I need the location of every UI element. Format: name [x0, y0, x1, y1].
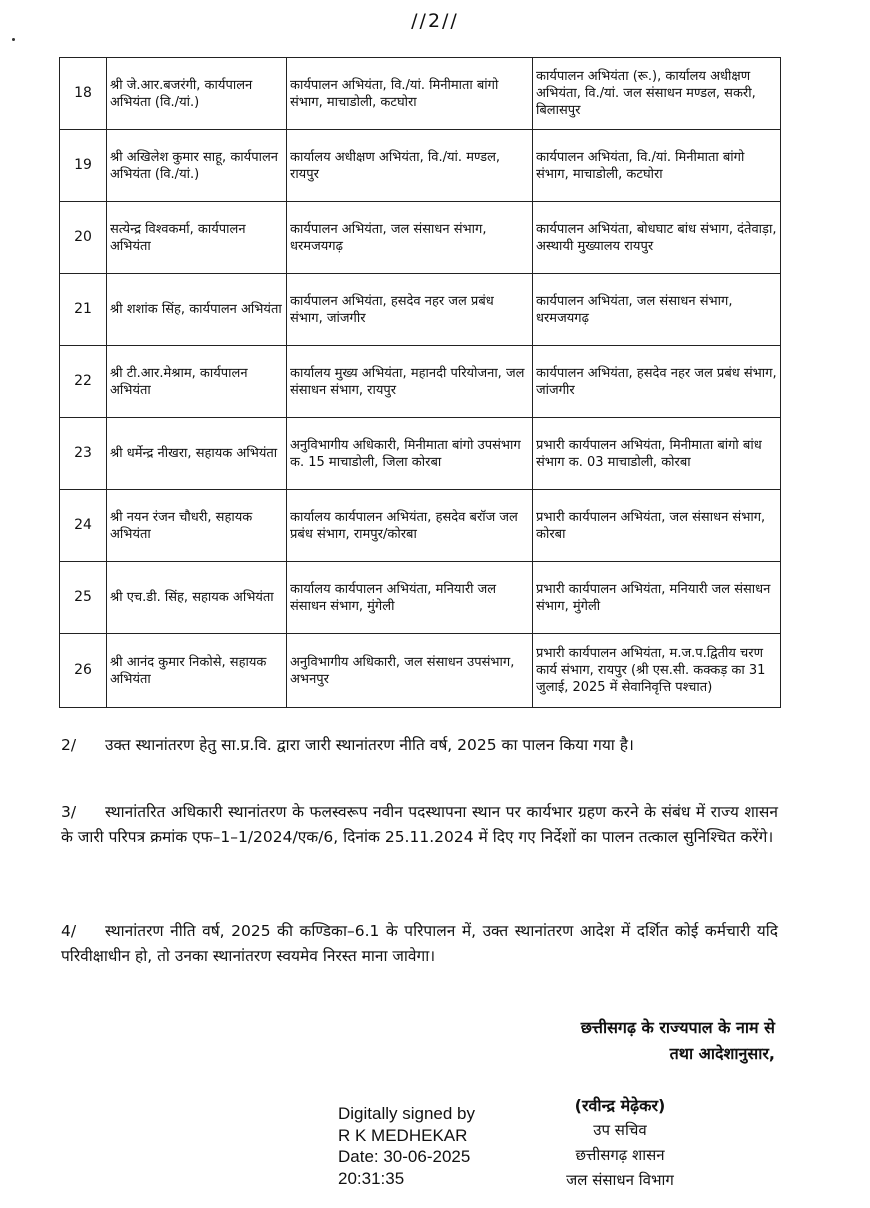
table-row — [60, 490, 781, 562]
current-posting: कार्यपालन अभियंता, वि./यां. मिनीमाता बांगो संभाग, माचाडोली, कटघोरा — [287, 58, 533, 130]
serial-number: 24 — [60, 490, 107, 562]
signature-date: Date: 30-06-2025 — [338, 1147, 471, 1166]
serial-number: 23 — [60, 418, 107, 490]
paragraph-3 — [61, 800, 778, 850]
current-posting: कार्यपालन अभियंता, जल संसाधन संभाग, धरमजयगढ़ — [287, 202, 533, 274]
signer-name: R K MEDHEKAR — [338, 1125, 468, 1145]
new-posting: प्रभारी कार्यपालन अभियंता, जल संसाधन संभाग, कोरबा — [533, 490, 781, 562]
officer-name: श्री शशांक सिंह, कार्यपालन अभियंता — [107, 274, 287, 346]
current-posting: कार्यालय अधीक्षण अभियंता, वि./यां. मण्डल, रायपुर — [287, 130, 533, 202]
digital-signature-block — [338, 1103, 475, 1189]
new-posting: कार्यपालन अभियंता, वि./यां. मिनीमाता बांगो संभाग, माचाडोली, कटघोरा — [533, 130, 781, 202]
new-posting: कार्यपालन अभियंता, बोधघाट बांध संभाग, दंतेवाड़ा, अस्थायी मुख्यालय रायपुर — [533, 202, 781, 274]
new-posting: प्रभारी कार्यपालन अभियंता, म.ज.प.द्वितीय चरण कार्य संभाग, रायपुर (श्री एस.सी. कक्कड़ का 31 जुलाई, 2025 में सेवानिवृत्ति पश्चात) — [533, 634, 781, 708]
table-row — [60, 130, 781, 202]
signature-time: 20:31:35 — [338, 1168, 405, 1188]
current-posting: कार्यालय मुख्य अभियंता, महानदी परियोजना, जल संसाधन संभाग, रायपुर — [287, 346, 533, 418]
current-posting: कार्यपालन अभियंता, हसदेव नहर जल प्रबंध संभाग, जांजगीर — [287, 274, 533, 346]
officer-name: श्री अखिलेश कुमार साहू, कार्यपालन अभियंता (वि./यां.) — [107, 130, 287, 202]
serial-number: 21 — [60, 274, 107, 346]
officer-name: श्री आनंद कुमार निकोसे, सहायक अभियंता — [107, 634, 287, 708]
order-authority-line: छत्तीसगढ़ के राज्यपाल के नाम से — [580, 1018, 775, 1037]
serial-number: 22 — [60, 346, 107, 418]
table-row — [60, 274, 781, 346]
paragraph-number: 3/ — [61, 803, 77, 821]
serial-number: 25 — [60, 562, 107, 634]
serial-number: 19 — [60, 130, 107, 202]
officer-name: श्री धर्मेन्द्र नीखरा, सहायक अभियंता — [107, 418, 287, 490]
officer-name: सत्येन्द्र विश्वकर्मा, कार्यपालन अभियंता — [107, 202, 287, 274]
paragraph-4 — [61, 919, 778, 969]
new-posting: प्रभारी कार्यपालन अभियंता, मनियारी जल संसाधन संभाग, मुंगेली — [533, 562, 781, 634]
table-row — [60, 418, 781, 490]
table-row — [60, 634, 781, 708]
new-posting: कार्यपालन अभियंता, हसदेव नहर जल प्रबंध संभाग, जांजगीर — [533, 346, 781, 418]
paragraph-text: उक्त स्थानांतरण हेतु सा.प्र.वि. द्वारा जारी स्थानांतरण नीति वर्ष, 2025 का पालन किया गया है। — [105, 736, 634, 754]
current-posting: कार्यालय कार्यपालन अभियंता, हसदेव बरॉज जल प्रबंध संभाग, रामपुर/कोरबा — [287, 490, 533, 562]
digital-signature-line: Digitally signed by — [338, 1104, 476, 1123]
table-row — [60, 58, 781, 130]
officer-name: श्री जे.आर.बजरंगी, कार्यपालन अभियंता (वि./यां.) — [107, 58, 287, 130]
transfer-table — [59, 57, 781, 708]
signatory-government: छत्तीसगढ़ शासन — [575, 1146, 665, 1164]
current-posting: अनुविभागीय अधिकारी, मिनीमाता बांगो उपसंभाग क. 15 माचाडोली, जिला कोरबा — [287, 418, 533, 490]
table-row — [60, 562, 781, 634]
page-number: //2// — [411, 10, 459, 32]
officer-name: श्री एच.डी. सिंह, सहायक अभियंता — [107, 562, 287, 634]
serial-number: 18 — [60, 58, 107, 130]
paragraph-number: 4/ — [61, 922, 77, 940]
paragraph-number: 2/ — [61, 736, 77, 754]
serial-number: 20 — [60, 202, 107, 274]
table-row — [60, 346, 781, 418]
signatory-block — [535, 1093, 705, 1193]
current-posting: कार्यालय कार्यपालन अभियंता, मनियारी जल संसाधन संभाग, मुंगेली — [287, 562, 533, 634]
scan-speck — [12, 38, 15, 41]
officer-name: श्री नयन रंजन चौधरी, सहायक अभियंता — [107, 490, 287, 562]
officer-name: श्री टी.आर.मेश्राम, कार्यपालन अभियंता — [107, 346, 287, 418]
paragraph-2 — [61, 733, 778, 758]
table-row — [60, 202, 781, 274]
new-posting: कार्यपालन अभियंता (रू.), कार्यालय अधीक्षण अभियंता, वि./यां. जल संसाधन मण्डल, सकरी, बिलासपुर — [533, 58, 781, 130]
current-posting: अनुविभागीय अधिकारी, जल संसाधन उपसंभाग, अभनपुर — [287, 634, 533, 708]
new-posting: कार्यपालन अभियंता, जल संसाधन संभाग, धरमजयगढ़ — [533, 274, 781, 346]
signatory-designation: उप सचिव — [593, 1121, 647, 1139]
signatory-name: (रवीन्द्र मेढ़ेकर) — [574, 1096, 666, 1115]
serial-number: 26 — [60, 634, 107, 708]
signatory-department: जल संसाधन विभाग — [566, 1171, 674, 1189]
order-authority-line-2: तथा आदेशानुसार, — [669, 1044, 775, 1063]
new-posting: प्रभारी कार्यपालन अभियंता, मिनीमाता बांगो बांध संभाग क. 03 माचाडोली, कोरबा — [533, 418, 781, 490]
paragraph-text: स्थानांतरण नीति वर्ष, 2025 की कण्डिका–6.1 के परिपालन में, उक्त स्थानांतरण आदेश में दर्शित कोई कर्मचारी यदि परिवीक्षाधीन हो, तो उनका स्थानांतरण स्वयमेव निरस्त माना जावेगा। — [61, 922, 778, 965]
paragraph-text: स्थानांतरित अधिकारी स्थानांतरण के फलस्वरूप नवीन पदस्थापना स्थान पर कार्यभार ग्रहण करने के संबंध में राज्य शासन के जारी परिपत्र क्रमांक एफ–1–1/2024/एक/6, दिनांक 25.11.2024 में दिए गए निर्देशों का पालन तत्काल सुनिश्चित करेंगे। — [61, 803, 778, 846]
